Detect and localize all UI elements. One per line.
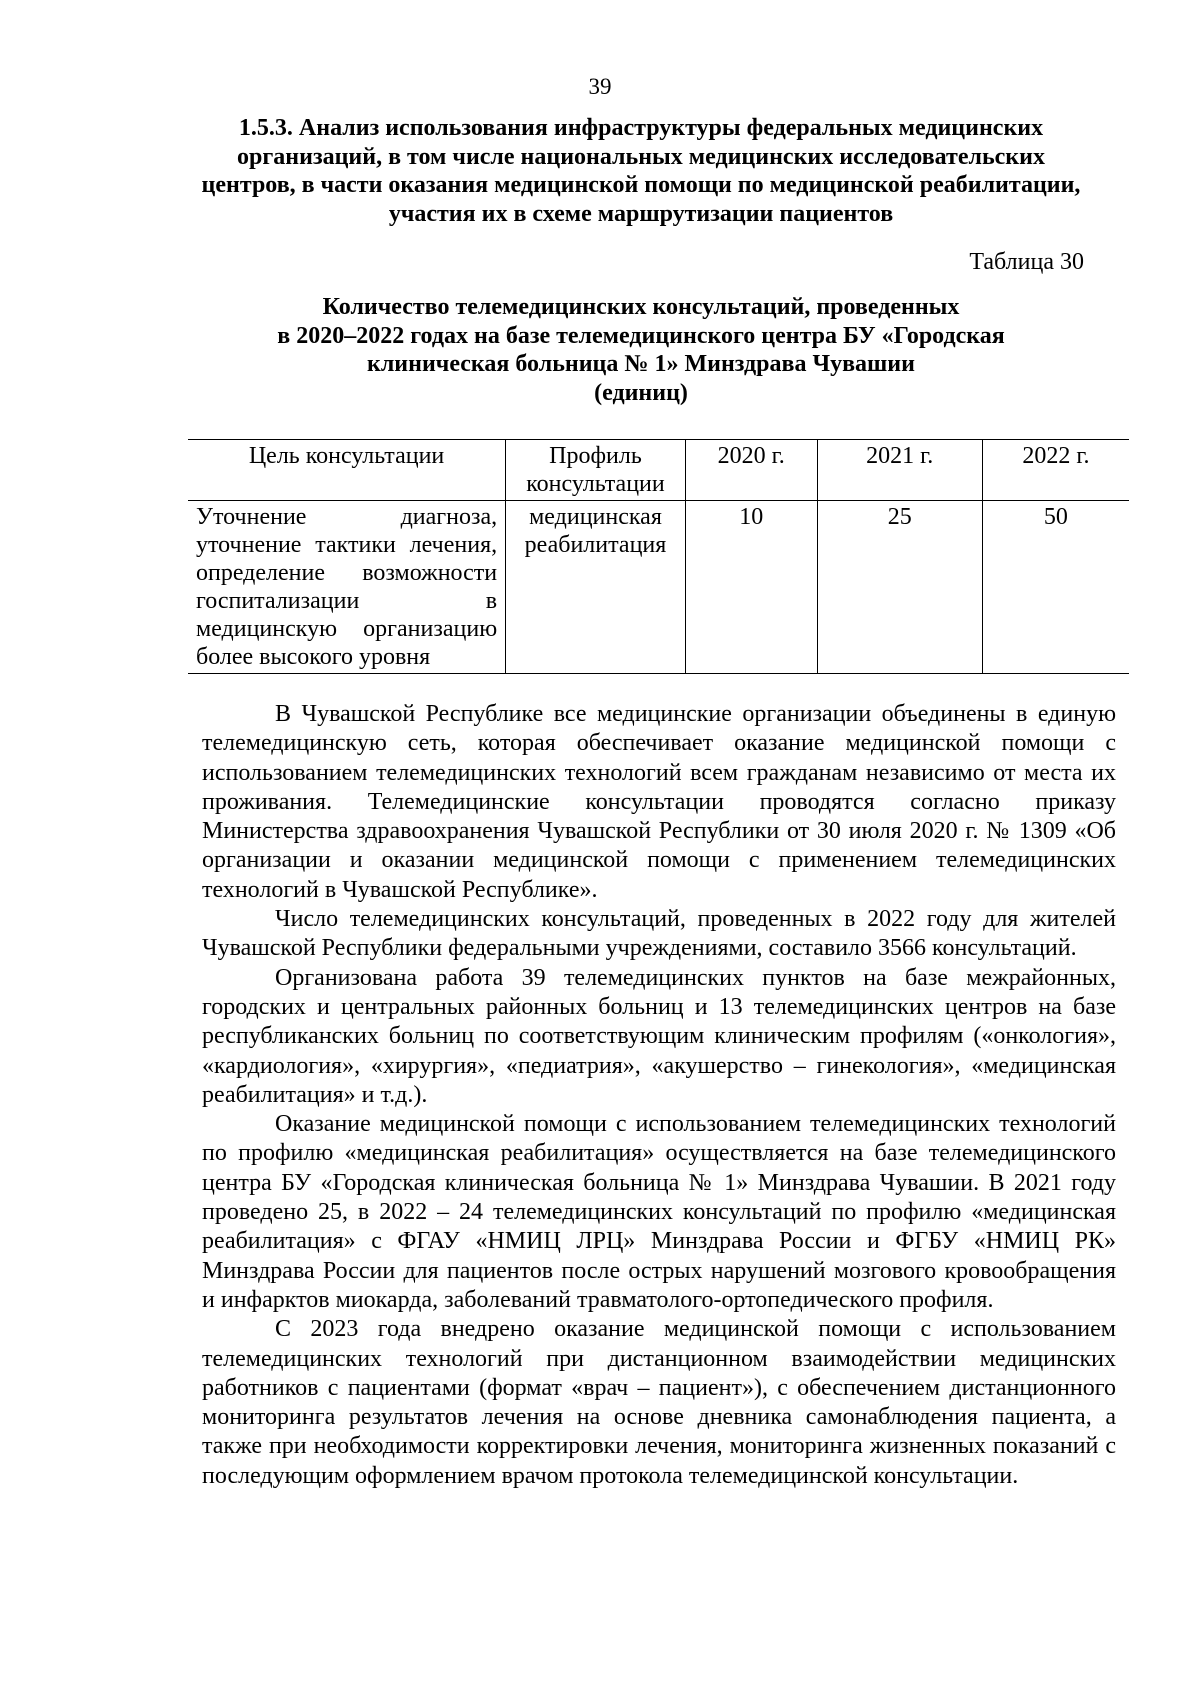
page-number: 39 [588,74,612,99]
table-caption-line: в 2020–2022 годах на базе телемедицинского центра БУ «Городская [277,322,1005,349]
table-caption [198,293,1084,407]
cell-2022: 50 [982,501,1129,674]
header-2021: 2021 г. [817,440,982,501]
header-goal: Цель консультации [188,440,506,501]
paragraph: С 2023 года внедрено оказание медицинской помощи с использованием телемедицинских технологий при дистанционном взаимодействии медицинских работников с пациентами (формат «врач – пациент»), с обеспечением дистанционного мониторинга результатов лечения на основе дневника самонаблюдения пациента, а также при необходимости корректировки лечения, мониторинга жизненных показаний с последующим оформлением врачом протокола телемедицинской консультации. [202,1316,1116,1489]
body-text [202,700,1116,1491]
paragraph: Оказание медицинской помощи с использованием телемедицинских технологий по профилю «медицинская реабилитация» осуществляется на базе телемедицинского центра БУ «Городская клиническая больница № 1» Минздрава Чувашии. В 2021 году проведено 25, в 2022 – 24 телемедицинских консультаций по профилю «медицинская реабилитация» с ФГАУ «НМИЦ ЛРЦ» Минздрава России и ФГБУ «НМИЦ РК» Минздрава России для пациентов после острых нарушений мозгового кровообращения и инфарктов миокарда, заболеваний травматолого-ортопедического профиля. [202,1111,1116,1313]
cell-2021: 25 [817,501,982,674]
paragraph: В Чувашской Республике все медицинские организации объединены в единую телемедицинскую сеть, которая обеспечивает оказание медицинской помощи с использованием телемедицинских технологий всем гражданам независимо от места их проживания. Телемедицинские консультации проводятся согласно приказу Министерства здравоохранения Чувашской Республики от 30 июля 2020 г. № 1309 «Об организации и оказании медицинской помощи с применением телемедицинских технологий в Чувашской Республике». [202,701,1116,903]
header-2020: 2020 г. [685,440,817,501]
paragraph: Организована работа 39 телемедицинских пунктов на базе межрайонных, городских и центральных районных больниц и 13 телемедицинских центров на базе республиканских больниц по соответствующим клиническим профилям («онкология», «кардиология», «хирургия», «педиатрия», «акушерство – гинекология», «медицинская реабилитация» и т.д.). [202,964,1116,1108]
cell-2020: 10 [685,501,817,674]
table-header-row [188,440,1129,501]
table-label: Таблица 30 [969,249,1084,275]
cell-profile: медицинская реабилитация [506,501,686,674]
header-profile: Профиль консультации [506,440,686,501]
cell-goal: Уточнение диагноза, уточнение тактики лечения, определение возможности госпитализации в медицинскую организацию более высокого уровня [188,501,506,674]
section-title: 1.5.3. Анализ использования инфраструктуры федеральных медицинских организаций, в том числе национальных медицинских исследовательских центров, в части оказания медицинской помощи по медицинской реабилитации, участия их в схеме маршрутизации пациентов [201,115,1081,227]
table-caption-units: (единиц) [594,379,688,406]
paragraph: Число телемедицинских консультаций, проведенных в 2022 году для жителей Чувашской Республики федеральными учреждениями, составило 3566 консультаций. [202,906,1116,962]
table-caption-line: клиническая больница № 1» Минздрава Чувашии [367,351,915,377]
consultations-table [188,439,1129,674]
table-row [188,501,1129,674]
table-caption-line: Количество телемедицинских консультаций, проведенных [322,294,960,320]
header-2022: 2022 г. [982,440,1129,501]
